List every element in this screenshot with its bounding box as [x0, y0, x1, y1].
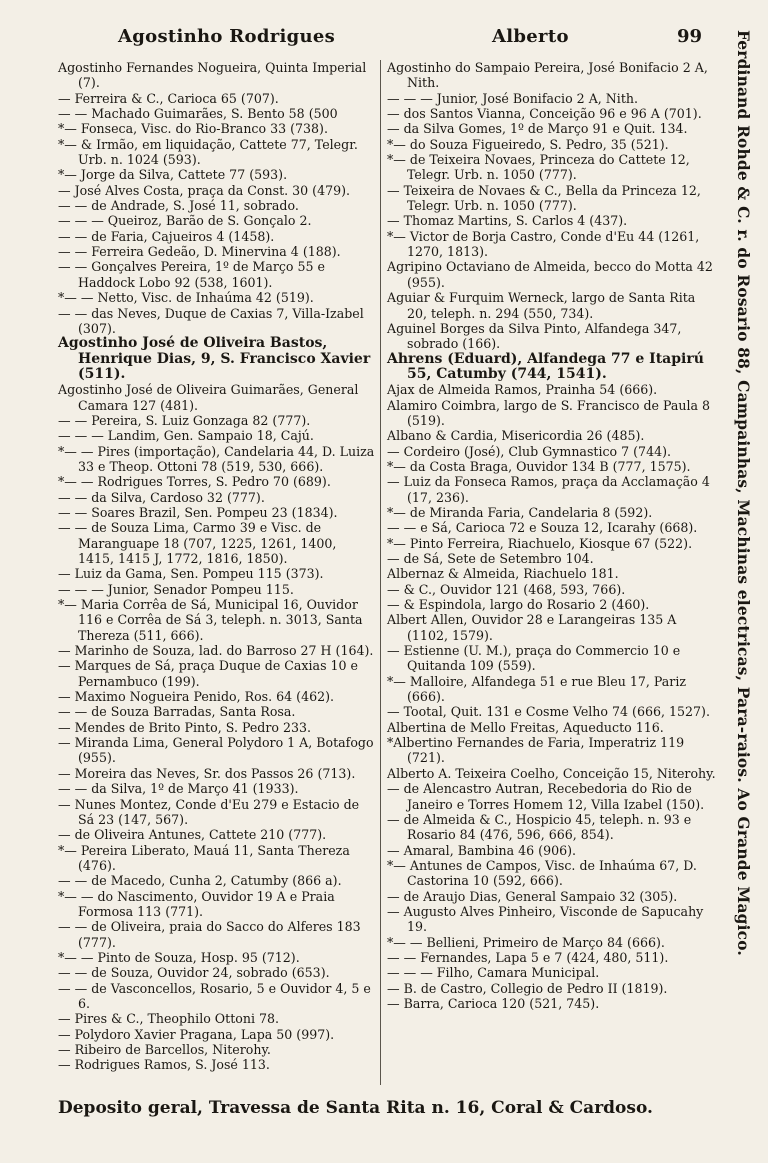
directory-entry: — — Ferreira Gedeão, D. Minervina 4 (188).: [58, 244, 341, 260]
directory-entry: — — — Junior, José Bonifacio 2 A, Nith.: [387, 90, 639, 106]
directory-entry: *— Jorge da Silva, Cattete 77 (593).: [58, 167, 288, 183]
directory-entry: — José Alves Costa, praça da Const. 30 (479).: [58, 182, 351, 198]
directory-entry: Alberto A. Teixeira Coelho, Conceição 15, Niterohy.: [387, 765, 716, 781]
directory-entry: — — de Faria, Cajueiros 4 (1458).: [58, 228, 275, 244]
directory-entry: — Pires & C., Theophilo Ottoni 78.: [58, 1011, 280, 1027]
directory-entry: *— Maria Corrêa de Sá, Municipal 16, Ouvidor 116 e Corrêa de Sá 3, teleph. n. 3013, Santa Thereza (511, 666).: [58, 597, 363, 643]
directory-entry: Agostinho Fernandes Nogueira, Quinta Imperial (7).: [58, 60, 367, 91]
directory-entry: *— do Souza Figueiredo, S. Pedro, 35 (521).: [387, 136, 669, 152]
directory-entry: — — de Souza Lima, Carmo 39 e Visc. de Maranguape 18 (707, 1225, 1261, 1400, 1415, 1415 J, 1772, 1816, 1850).: [58, 520, 337, 566]
directory-entry: — Barra, Carioca 120 (521, 745).: [387, 995, 600, 1011]
directory-entry: — — de Souza Barradas, Santa Rosa.: [58, 704, 296, 720]
directory-entry: *— — Pires (importação), Candelaria 44, D. Luiza 33 e Theop. Ottoni 78 (519, 530, 666).: [58, 443, 375, 474]
directory-entry: *Albertino Fernandes de Faria, Imperatriz 119 (721).: [387, 735, 685, 766]
directory-entry: *— Fonseca, Visc. do Rio-Branco 33 (738).: [58, 121, 328, 137]
directory-entry: — Polydoro Xavier Pragana, Lapa 50 (997).: [58, 1026, 335, 1042]
directory-entry: — — das Neves, Duque de Caxias 7, Villa-Izabel (307).: [58, 305, 364, 336]
directory-entry: — — Pereira, S. Luiz Gonzaga 82 (777).: [58, 412, 311, 428]
directory-entry: — dos Santos Vianna, Conceição 96 e 96 A (701).: [387, 106, 702, 122]
directory-entry: — B. de Castro, Collegio de Pedro II (1819).: [387, 980, 668, 996]
directory-entry: *— — do Nascimento, Ouvidor 19 A e Praia Formosa 113 (771).: [58, 888, 335, 919]
directory-entry: — Estienne (U. M.), praça do Commercio 10 e Quitanda 109 (559).: [387, 643, 681, 674]
directory-entry: *— Victor de Borja Castro, Conde d'Eu 44 (1261, 1270, 1813).: [387, 228, 700, 260]
directory-entry: — de Almeida & C., Hospicio 45, teleph. n. 93 e Rosario 84 (476, 596, 666, 854).: [387, 811, 692, 843]
directory-entry: — Ribeiro de Barcellos, Niterohy.: [58, 1042, 271, 1057]
directory-entry: — Maximo Nogueira Penido, Ros. 64 (462).: [58, 689, 335, 705]
directory-entry: — Augusto Alves Pinheiro, Visconde de Sapucahy 19.: [387, 903, 704, 935]
directory-entry: — Marinho de Souza, lad. do Barroso 27 H (164).: [58, 643, 374, 659]
directory-entry: — de Oliveira Antunes, Cattete 210 (777).: [58, 827, 327, 843]
directory-entry: *— Pereira Liberato, Mauá 11, Santa Thereza (476).: [58, 842, 350, 873]
directory-entry: — Luiz da Fonseca Ramos, praça da Acclamação 4 (17, 236).: [387, 474, 710, 505]
left-running-title: Agostinho Rodrigues: [118, 26, 336, 47]
right-running-title: Alberto: [492, 26, 569, 47]
page-header: [0, 22, 730, 52]
directory-entry: — — de Souza, Ouvidor 24, sobrado (653).: [58, 965, 330, 981]
side-margin-advert: [724, 30, 764, 1110]
directory-entry: *— — Netto, Visc. de Inhaúma 42 (519).: [58, 290, 314, 306]
directory-entry: Aguinel Borges da Silva Pinto, Alfandega 347, sobrado (166).: [387, 320, 682, 352]
directory-entry: — Nunes Montez, Conde d'Eu 279 e Estacio de Sá 23 (147, 567).: [58, 796, 360, 827]
directory-entry: Agostinho do Sampaio Pereira, José Bonifacio 2 A, Nith.: [387, 60, 708, 91]
directory-entry: — — de Andrade, S. José 11, sobrado.: [58, 198, 299, 214]
directory-entry: — Rodrigues Ramos, S. José 113.: [58, 1057, 270, 1073]
directory-entry: — Mendes de Brito Pinto, S. Pedro 233.: [58, 719, 312, 735]
directory-entry: — — de Vasconcellos, Rosario, 5 e Ouvidor 4, 5 e 6.: [58, 980, 371, 1011]
directory-entry: — Marques de Sá, praça Duque de Caxias 10 e Pernambuco (199).: [58, 658, 359, 689]
directory-entry: — Amaral, Bambina 46 (906).: [387, 842, 577, 858]
directory-entry: — de Alencastro Autran, Recebedoria do Rio de Janeiro e Torres Homem 12, Villa Izabel (150).: [387, 781, 705, 812]
directory-entry: — Moreira das Neves, Sr. dos Passos 26 (713).: [58, 765, 356, 781]
directory-entry: Albertina de Mello Freitas, Aqueducto 116.: [387, 719, 664, 735]
directory-entry: *— de Teixeira Novaes, Princeza do Cattete 12, Telegr. Urb. n. 1050 (777).: [387, 152, 690, 183]
directory-entry: *— da Costa Braga, Ouvidor 134 B (777, 1575).: [387, 458, 691, 474]
directory-entry: — — — Filho, Camara Municipal.: [387, 965, 600, 981]
directory-entry: — Teixeira de Novaes & C., Bella da Princeza 12, Telegr. Urb. n. 1050 (777).: [387, 182, 701, 214]
left-column: [58, 60, 376, 1073]
directory-entry: — — Soares Brazil, Sen. Pompeu 23 (1834).: [58, 504, 338, 520]
directory-entry: *— Malloire, Alfandega 51 e rue Bleu 17, Pariz (666).: [387, 673, 686, 705]
column-divider: [380, 60, 381, 1085]
directory-entry: — & C., Ouvidor 121 (468, 593, 766).: [387, 581, 626, 597]
directory-entry: — — — Junior, Senador Pompeu 115.: [58, 581, 294, 597]
directory-entry: — Ferreira & C., Carioca 65 (707).: [58, 90, 279, 106]
directory-entry: *— & Irmão, em liquidação, Cattete 77, Telegr. Urb. n. 1024 (593).: [58, 136, 358, 168]
directory-entry: *— Antunes de Campos, Visc. de Inhaúma 67, D. Castorina 10 (592, 666).: [387, 857, 697, 889]
directory-entry: — Thomaz Martins, S. Carlos 4 (437).: [387, 213, 628, 229]
directory-entry: *— de Miranda Faria, Candelaria 8 (592).: [387, 504, 653, 520]
directory-entry: — & Espindola, largo do Rosario 2 (460).: [387, 597, 650, 613]
directory-entry: — Cordeiro (José), Club Gymnastico 7 (744).: [387, 443, 672, 459]
directory-entry: — — de Oliveira, praia do Sacco do Alferes 183 (777).: [58, 919, 361, 950]
directory-entry: — — Fernandes, Lapa 5 e 7 (424, 480, 511).: [387, 949, 669, 965]
directory-entry: — — — Queiroz, Barão de S. Gonçalo 2.: [58, 213, 312, 229]
directory-entry: Ahrens (Eduard), Alfandega 77 e Itapirú 55, Catumby (744, 1541).: [387, 350, 704, 382]
directory-entry: Agostinho José de Oliveira Bastos, Henrique Dias, 9, S. Francisco Xavier (511).: [58, 335, 371, 382]
directory-entry: *— — Rodrigues Torres, S. Pedro 70 (689).: [58, 474, 331, 490]
directory-entry: Alamiro Coimbra, largo de S. Francisco de Paula 8 (519).: [387, 397, 711, 428]
page-number: 99: [677, 26, 703, 47]
directory-entry: Albert Allen, Ouvidor 28 e Larangeiras 135 A (1102, 1579).: [387, 612, 677, 643]
directory-entry: Aguiar & Furquim Werneck, largo de Santa Rita 20, teleph. n. 294 (550, 734).: [387, 290, 696, 321]
directory-entry: — — Machado Guimarães, S. Bento 58 (500: [58, 106, 338, 122]
directory-entry: — de Araujo Dias, General Sampaio 32 (305).: [387, 888, 678, 904]
directory-entry: Ajax de Almeida Ramos, Prainha 54 (666).: [387, 382, 658, 398]
directory-entry: Albernaz & Almeida, Riachuelo 181.: [387, 566, 619, 582]
side-advert-text: Ferdinand Rohde & C. r. do Rosario 88, Campainhas, Machinas electricas, Para-raios. Ao Grande Magico.: [734, 30, 752, 956]
footer-advert: Deposito geral, Travessa de Santa Rita n. 16, Coral & Cardoso.: [58, 1098, 653, 1118]
directory-entry: *— — Pinto de Souza, Hosp. 95 (712).: [58, 949, 300, 965]
directory-entry: — — da Silva, Cardoso 32 (777).: [58, 489, 265, 505]
directory-entry: Agripino Octaviano de Almeida, becco do Motta 42 (955).: [387, 259, 713, 290]
directory-entry: — — — Landim, Gen. Sampaio 18, Cajú.: [58, 428, 314, 444]
directory-entry: Agostinho José de Oliveira Guimarães, General Camara 127 (481).: [58, 382, 359, 413]
directory-entry: — da Silva Gomes, 1º de Março 91 e Quit. 134.: [387, 121, 688, 137]
directory-entry: Albano & Cardia, Misericordia 26 (485).: [387, 428, 645, 444]
directory-entry: — Luiz da Gama, Sen. Pompeu 115 (373).: [58, 566, 324, 582]
directory-entry: — de Sá, Sete de Setembro 104.: [387, 551, 594, 566]
directory-entry: — — Gonçalves Pereira, 1º de Março 55 e Haddock Lobo 92 (538, 1601).: [58, 259, 325, 290]
directory-entry: — — da Silva, 1º de Março 41 (1933).: [58, 781, 299, 797]
directory-entry: — — de Macedo, Cunha 2, Catumby (866 a).: [58, 873, 342, 889]
directory-entry: — Miranda Lima, General Polydoro 1 A, Botafogo (955).: [58, 735, 374, 766]
directory-entry: *— — Bellieni, Primeiro de Março 84 (666).: [387, 934, 665, 950]
directory-entry: — — e Sá, Carioca 72 e Souza 12, Icarahy (668).: [387, 520, 698, 536]
right-column: [387, 60, 717, 1011]
directory-entry: *— Pinto Ferreira, Riachuelo, Kiosque 67 (522).: [387, 535, 693, 551]
directory-entry: — Tootal, Quit. 131 e Cosme Velho 74 (666, 1527).: [387, 704, 710, 720]
